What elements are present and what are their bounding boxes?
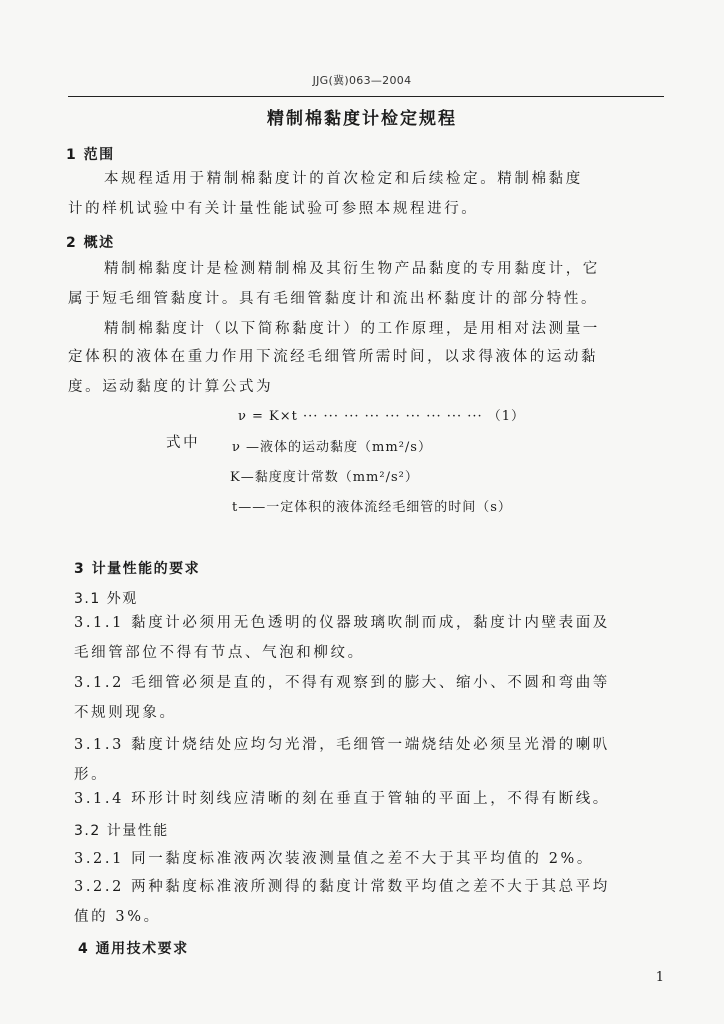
clause-3-1-2: 3.1.2 毛细管必须是直的，不得有观察到的膨大、缩小、不圆和弯曲等 [74, 675, 610, 691]
section-4-heading: 4 通用技术要求 [78, 941, 189, 957]
section-2-line: 定体积的液体在重力作用下流经毛细管所需时间，以求得液体的运动黏 [68, 349, 599, 365]
section-1-line: 本规程适用于精制棉黏度计的首次检定和后续检定。精制棉黏度 [104, 171, 583, 187]
section-3-heading: 3 计量性能的要求 [74, 561, 201, 577]
header-rule [68, 96, 664, 97]
clause-3-1-1: 毛细管部位不得有节点、气泡和柳纹。 [74, 645, 365, 661]
section-3-1-heading: 3.1 外观 [74, 591, 138, 607]
clause-3-1-2: 不规则现象。 [74, 705, 177, 721]
where-v: ν —液体的运动黏度（mm²/s） [232, 440, 432, 455]
section-1-line: 计的样机试验中有关计量性能试验可参照本规程进行。 [68, 201, 479, 217]
clause-3-2-2: 值的 3%。 [74, 909, 161, 925]
section-2-line: 精制棉黏度计（以下简称黏度计）的工作原理，是用相对法测量一 [104, 321, 600, 337]
clause-3-1-3: 3.1.3 黏度计烧结处应均匀光滑，毛细管一端烧结处必须呈光滑的喇叭 [74, 737, 610, 753]
section-2-line: 度。运动黏度的计算公式为 [68, 379, 274, 395]
where-k: K—黏度度计常数（mm²/s²） [230, 470, 419, 485]
clause-3-1-4: 3.1.4 环形计时刻线应清晰的刻在垂直于管轴的平面上，不得有断线。 [74, 791, 610, 807]
clause-3-2-1: 3.2.1 同一黏度标准液两次装液测量值之差不大于其平均值的 2%。 [74, 851, 595, 867]
formula-1: ν = K×t ··· ··· ··· ··· ··· ··· ··· ··· ··· （1） [238, 409, 526, 424]
clause-3-1-3: 形。 [74, 767, 109, 783]
section-1-heading: 1 范围 [66, 147, 115, 163]
page-number: 1 [655, 970, 664, 985]
where-label: 式中 [166, 435, 201, 451]
clause-3-1-1: 3.1.1 黏度计必须用无色透明的仪器玻璃吹制而成，黏度计内壁表面及 [74, 615, 610, 631]
where-t: t——一定体积的液体流经毛细管的时间（s） [232, 500, 512, 515]
section-2-line: 精制棉黏度计是检测精制棉及其衍生物产品黏度的专用黏度计，它 [104, 261, 600, 277]
section-2-heading: 2 概述 [66, 235, 115, 251]
section-3-2-heading: 3.2 计量性能 [74, 823, 169, 839]
clause-3-2-2: 3.2.2 两种黏度标准液所测得的黏度计常数平均值之差不大于其总平均 [74, 879, 610, 895]
standard-code: JJG(冀)063—2004 [312, 74, 412, 87]
page-title: 精制棉黏度计检定规程 [267, 109, 457, 129]
section-2-line: 属于短毛细管黏度计。具有毛细管黏度计和流出杯黏度计的部分特性。 [68, 291, 599, 307]
